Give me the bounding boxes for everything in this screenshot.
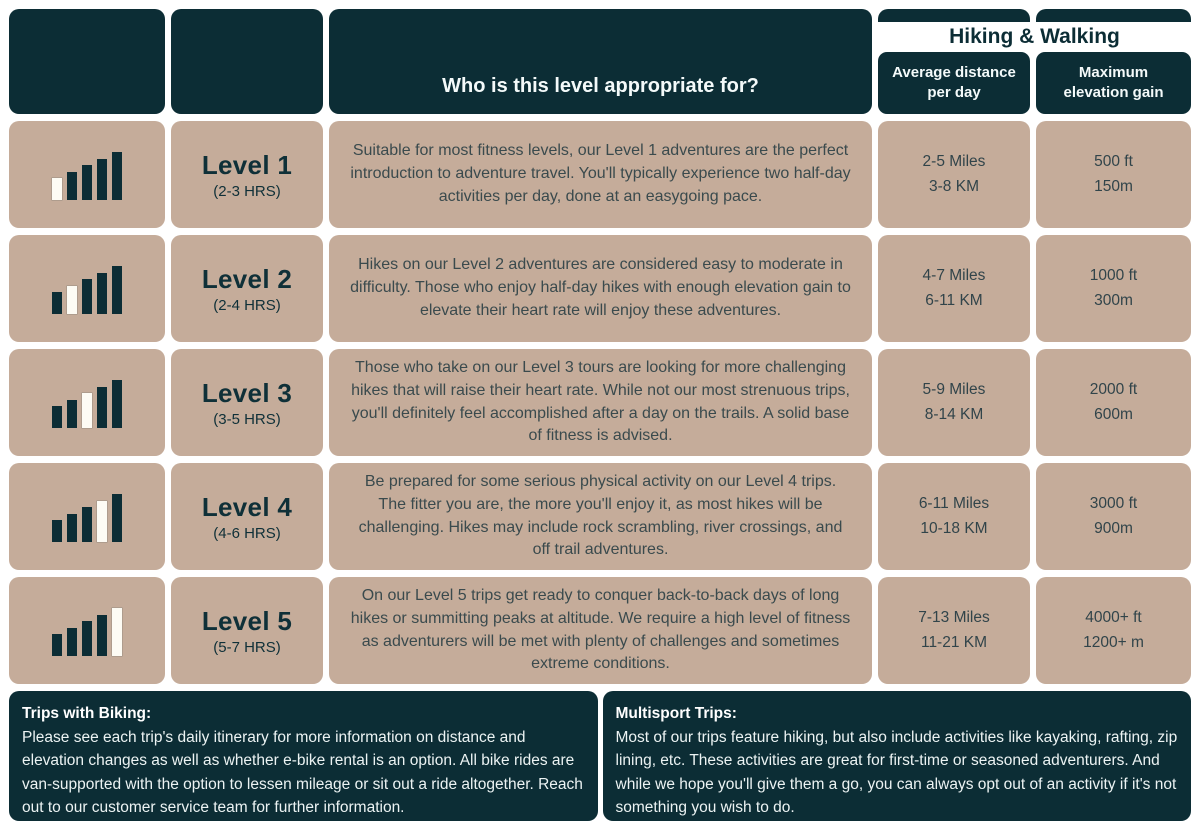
level-1-elevation-cell (1036, 121, 1191, 228)
fitness-bars-icon (52, 378, 122, 428)
header-icon-spacer-cell (9, 9, 165, 114)
distance-miles: 4-7 Miles (922, 266, 986, 284)
biking-note-panel (9, 691, 598, 821)
level-1-description-cell (329, 121, 872, 228)
max-elevation-column-header (1036, 52, 1191, 114)
level-5-label-cell (171, 577, 323, 684)
level-4-description-cell (329, 463, 872, 570)
level-hours: (4-6 HRS) (213, 524, 281, 542)
biking-note-body: Please see each trip's daily itinerary for more information on distance and elevation changes as well as whether e-bike rental is an option. All bike rides are van-supported with the option to lessen mileage or sit out a ride altogether. Reach out to our customer service team for further information. (22, 728, 583, 817)
avg-distance-line2: per day (927, 84, 981, 101)
level-hours: (2-3 HRS) (213, 182, 281, 200)
level-2-description-cell (329, 235, 872, 342)
biking-note-title: Trips with Biking: (22, 705, 152, 722)
elevation-ft: 2000 ft (1089, 380, 1138, 398)
level-5-elevation-cell (1036, 577, 1191, 684)
multisport-note-title: Multisport Trips: (615, 705, 737, 722)
activity-levels-table (9, 9, 1191, 684)
level-name: Level 2 (201, 263, 293, 294)
multisport-note-panel (603, 691, 1192, 821)
level-5-description-cell (329, 577, 872, 684)
header-strip-left (878, 9, 1030, 22)
distance-miles: 7-13 Miles (918, 608, 990, 626)
level-description: On our Level 5 trips get ready to conquer back-to-back days of long hikes or summitting peaks at altitude. We require a high level of fitness as adventurers will be met with plenty of challenges and sometimes extreme conditions. (350, 587, 851, 673)
level-description: Those who take on our Level 3 tours are looking for more challenging hikes that will raise their heart rate. While not our most strenuous trips, you'll definitely feel accomplished after a day on the trails. A solid base of fitness is advised. (351, 359, 850, 445)
elevation-ft: 1000 ft (1089, 266, 1138, 284)
distance-km: 3-8 KM (929, 177, 979, 195)
fitness-bars-icon (52, 606, 122, 656)
elevation-m: 900m (1094, 519, 1133, 537)
elevation-m: 150m (1094, 177, 1133, 195)
multisport-note-body: Most of our trips feature hiking, but also include activities like kayaking, rafting, zip lining, etc. These activities are great for first-time or seasoned adventurers. And while we hope you'll give them a go, you can always opt out of an activity if it's not something you wish to do. (615, 728, 1178, 817)
header-who-cell (329, 9, 872, 114)
level-hours: (5-7 HRS) (213, 638, 281, 656)
distance-km: 10-18 KM (920, 519, 988, 537)
level-description: Hikes on our Level 2 adventures are considered easy to moderate in difficulty. Those who enjoy half-day hikes with enough elevation gain to elevate their heart rate will enjoy these adventures. (350, 256, 851, 319)
level-name: Level 3 (201, 377, 293, 408)
level-description: Be prepared for some serious physical activity on our Level 4 trips. The fitter you are, the more you'll enjoy it, as most hikes will be challenging. Hikes may include rock scrambling, river crossings, and off trail adventures. (358, 473, 843, 559)
hiking-walking-title-band (878, 22, 1191, 52)
header-strip-right (1036, 9, 1191, 22)
elevation-ft: 3000 ft (1089, 494, 1138, 512)
avg-distance-column-header (878, 52, 1030, 114)
level-5-distance-cell (878, 577, 1030, 684)
distance-miles: 5-9 Miles (922, 380, 986, 398)
level-4-distance-cell (878, 463, 1030, 570)
level-name: Level 1 (201, 149, 293, 180)
level-3-description-cell (329, 349, 872, 456)
distance-km: 8-14 KM (924, 405, 984, 423)
header-level-spacer-cell (171, 9, 323, 114)
fitness-bars-icon (52, 264, 122, 314)
level-hours: (3-5 HRS) (213, 410, 281, 428)
level-4-elevation-cell (1036, 463, 1191, 570)
distance-miles: 2-5 Miles (922, 152, 986, 170)
level-name: Level 5 (201, 605, 293, 636)
level-2-label-cell (171, 235, 323, 342)
avg-distance-line1: Average distance (892, 63, 1016, 81)
level-1-distance-cell (878, 121, 1030, 228)
elevation-m: 300m (1094, 291, 1133, 309)
max-elevation-line2: elevation gain (1063, 84, 1164, 101)
fitness-bars-icon (52, 492, 122, 542)
level-4-icon-cell (9, 463, 165, 570)
distance-km: 11-21 KM (920, 633, 988, 651)
level-5-icon-cell (9, 577, 165, 684)
hiking-walking-header-group (878, 9, 1191, 114)
level-1-label-cell (171, 121, 323, 228)
elevation-m: 1200+ m (1083, 633, 1144, 651)
distance-km: 6-11 KM (925, 291, 983, 309)
fitness-bars-icon (52, 150, 122, 200)
elevation-m: 600m (1094, 405, 1133, 423)
level-1-icon-cell (9, 121, 165, 228)
distance-miles: 6-11 Miles (918, 494, 990, 512)
elevation-ft: 4000+ ft (1085, 608, 1142, 626)
level-3-icon-cell (9, 349, 165, 456)
level-description: Suitable for most fitness levels, our Level 1 adventures are the perfect introduction to adventure travel. You'll typically experience two half-day activities per day, done at an easygoing pace. (350, 142, 851, 205)
level-3-distance-cell (878, 349, 1030, 456)
level-name: Level 4 (201, 491, 293, 522)
level-2-distance-cell (878, 235, 1030, 342)
level-3-label-cell (171, 349, 323, 456)
level-hours: (2-4 HRS) (213, 296, 281, 314)
level-2-elevation-cell (1036, 235, 1191, 342)
max-elevation-line1: Maximum (1078, 63, 1149, 81)
level-4-label-cell (171, 463, 323, 570)
level-2-icon-cell (9, 235, 165, 342)
level-3-elevation-cell (1036, 349, 1191, 456)
hiking-walking-title: Hiking & Walking (949, 25, 1120, 48)
footnotes (9, 691, 1191, 821)
elevation-ft: 500 ft (1094, 152, 1133, 170)
who-column-header: Who is this level appropriate for? (442, 75, 759, 97)
